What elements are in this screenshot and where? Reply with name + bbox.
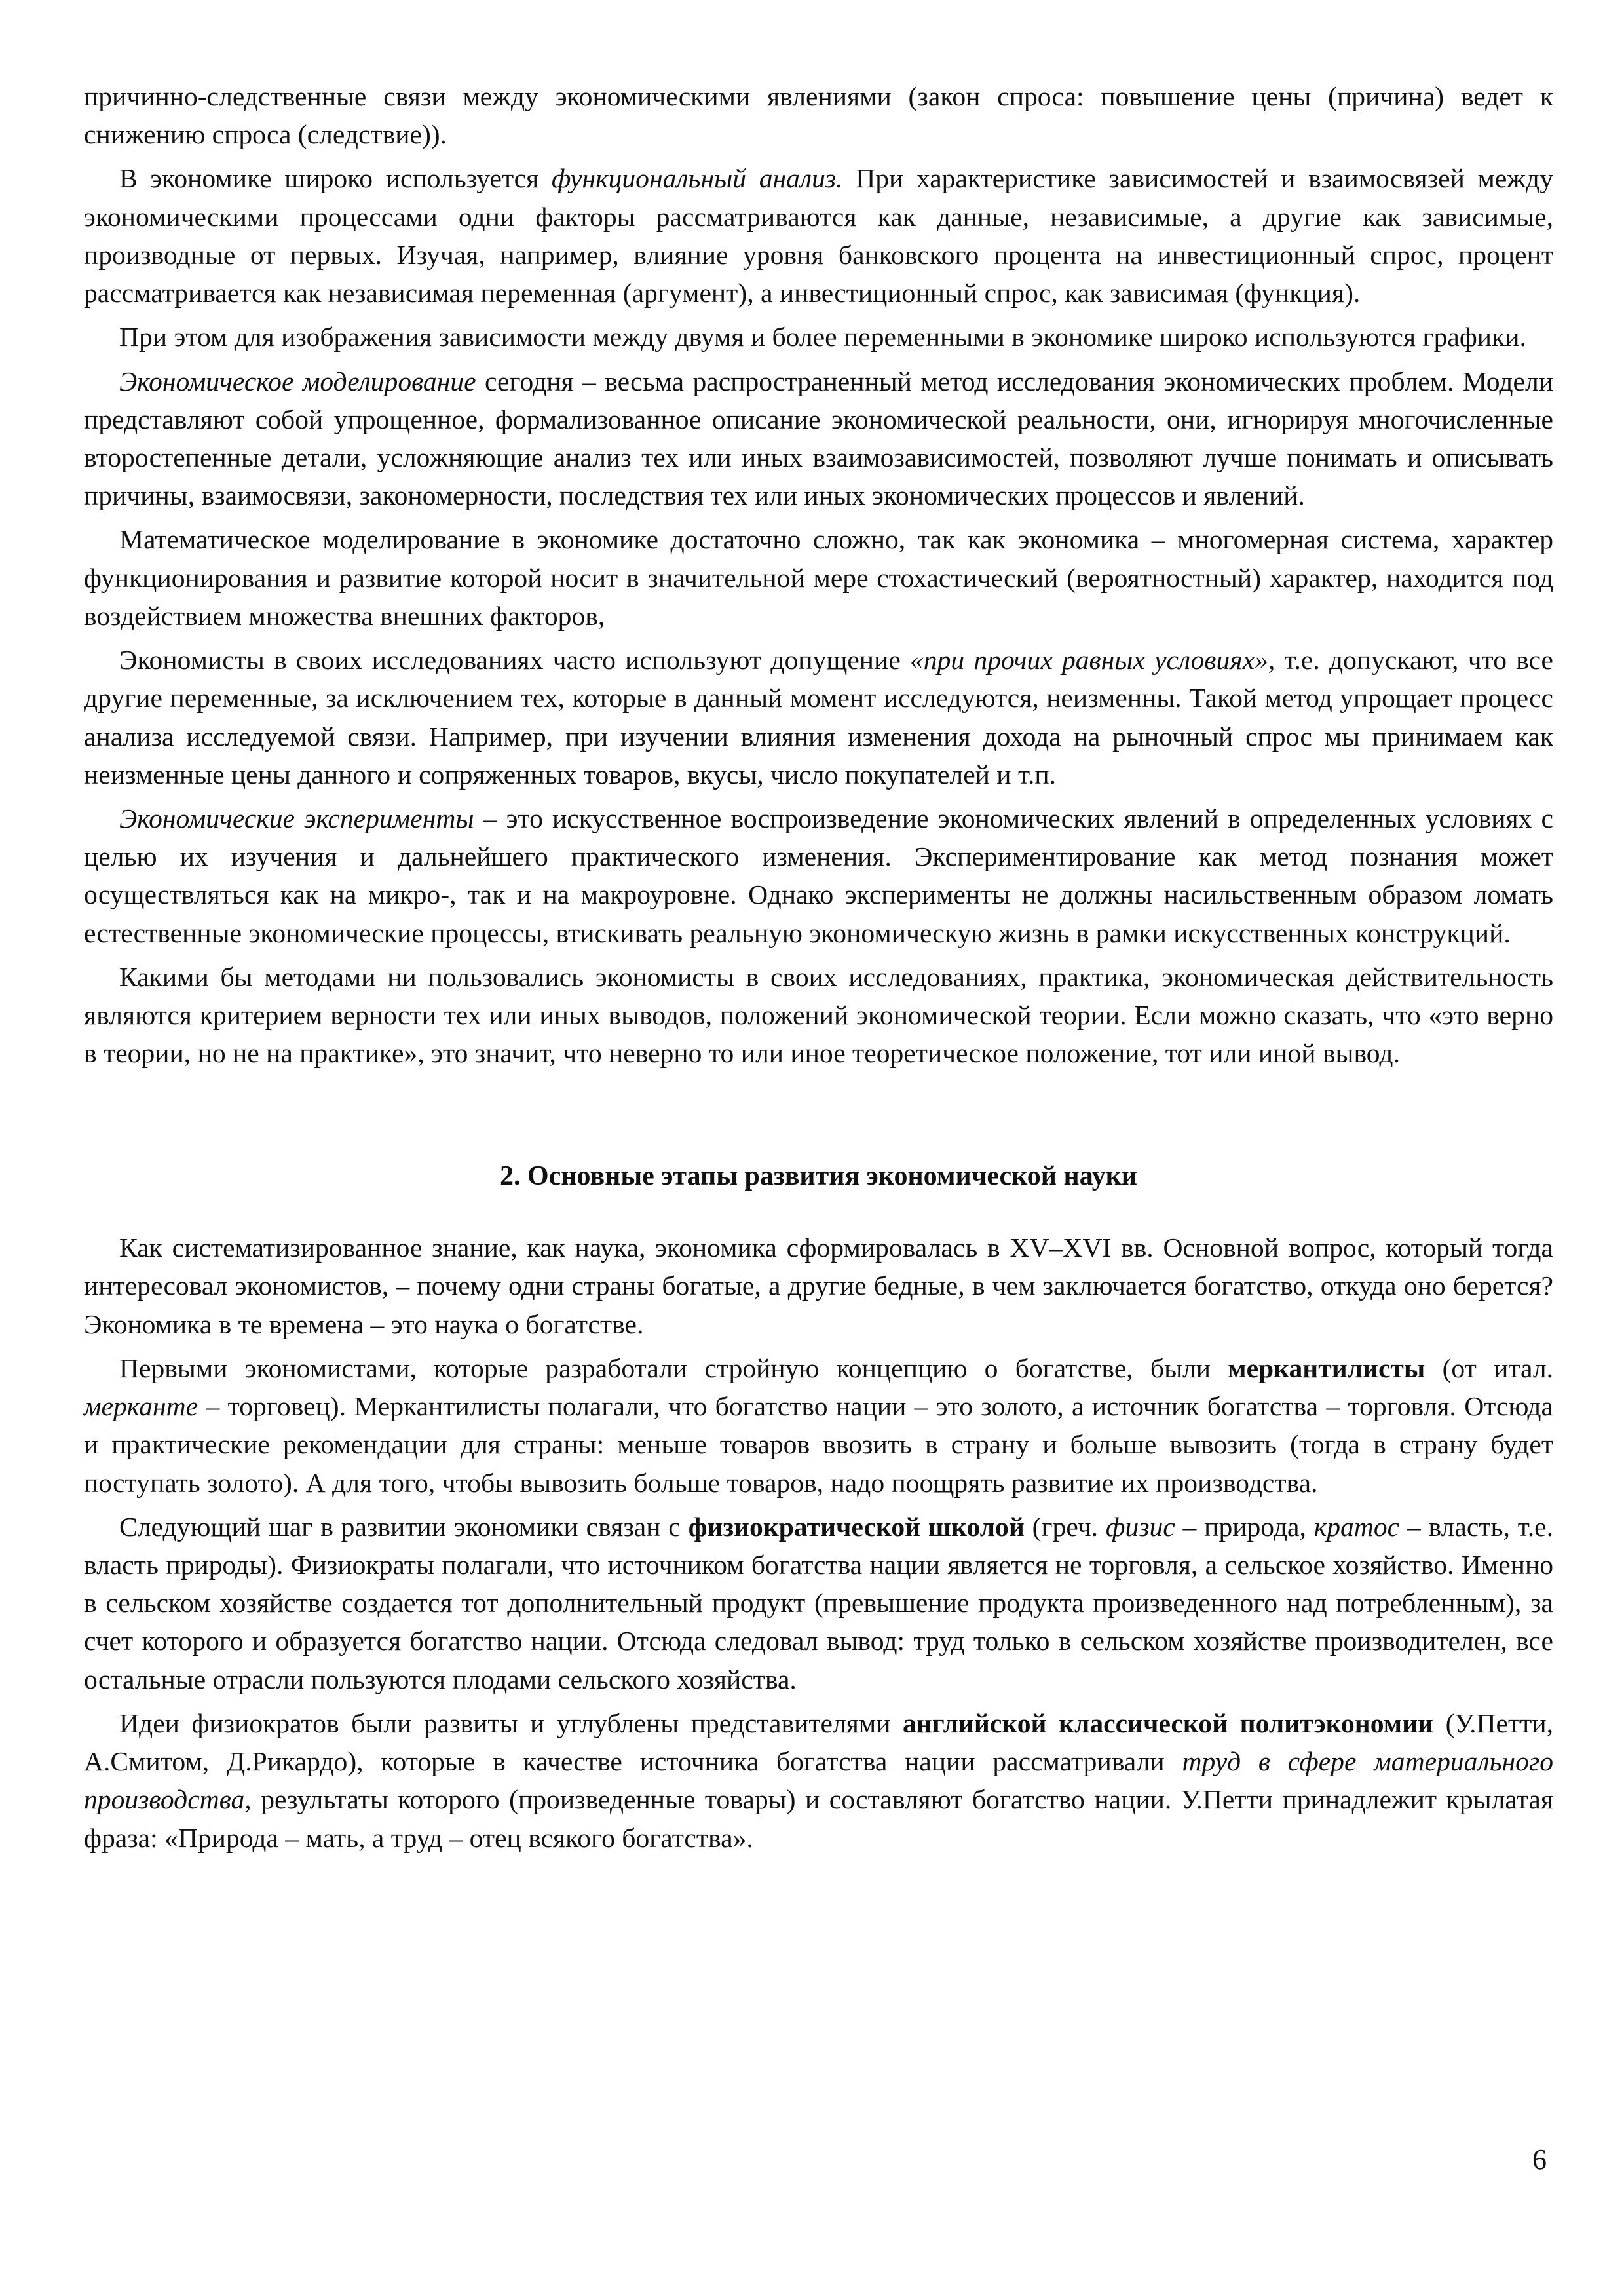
- text-run: Экономисты в своих исследованиях часто используют допущение: [119, 645, 910, 676]
- italic-text: функциональный анализ.: [551, 163, 843, 194]
- italic-text: «при прочих равных условиях»,: [909, 645, 1275, 676]
- text-run: Какими бы методами ни пользовались экономисты в своих исследованиях, практика, экономическая действительность являются критерием верности тех или иных выводов, положений экономической теории. Если можно сказать, что «это верно в теории, но не на практике», это значит, что неверно то или иное теоретическое положение, тот или иной вывод.: [84, 961, 1553, 1069]
- paragraph-p11: [84, 1508, 1553, 1698]
- paragraph-p7: [84, 799, 1553, 952]
- text-run: – власть, т.е. власть природы). Физиократы полагали, что источником богатства нации является не торговля, а сельское хозяйство. Именно в сельском хозяйстве создается тот дополнительный продукт (превышение продукта произведенного над потребленным), за счет которого и образуется богатство нации. Отсюда следовал вывод: труд только в сельском хозяйстве производителен, все остальные отрасли пользуются плодами сельского хозяйства.: [84, 1511, 1554, 1694]
- bold-text: меркантилисты: [1228, 1352, 1426, 1383]
- paragraphs-bottom: [84, 1229, 1553, 1857]
- paragraph-p10: [84, 1349, 1553, 1502]
- text-run: сегодня – весьма распространенный метод исследования экономических проблем. Модели представляют собой упрощенное, формализованное описание экономической реальности, они, игнорируя многочисленные второстепенные детали, усложняющие анализ тех или иных взаимозависимостей, позволяют лучше понимать и описывать причины, взаимосвязи, закономерности, последствия тех или иных экономических процессов и явлений.: [84, 366, 1554, 511]
- paragraph-p6: [84, 641, 1553, 794]
- italic-text: кратос: [1313, 1511, 1400, 1542]
- text-run: (от итал.: [1425, 1352, 1553, 1383]
- italic-text: труд в сфере материального производства,: [84, 1746, 1553, 1815]
- paragraph-p5: [84, 520, 1553, 635]
- italic-text: мерканте: [84, 1391, 198, 1422]
- document-page: [84, 77, 1553, 1863]
- text-run: Математическое моделирование в экономике достаточно сложно, так как экономика – многомерная система, характер функционирования и развитие которой носит в значительной мере стохастический (вероятностный) характер, находится под воздействием множества внешних факторов,: [84, 524, 1553, 631]
- section-heading: 2. Основные этапы развития экономической науки: [500, 1161, 1137, 1192]
- italic-text: физис: [1105, 1511, 1175, 1542]
- text-run: При характеристике зависимостей и взаимосвязей между экономическими процессами одни факторы рассматриваются как данные, независимые, а другие как зависимые, производные от первых. Изучая, например, влияние уровня банковского процента на инвестиционный спрос, процент рассматривается как независимая переменная (аргумент), а инвестиционный спрос, как зависимая (функция).: [84, 163, 1553, 309]
- text-run: (У.Петти, А.Смитом, Д.Рикардо), которые в качестве источника богатства нации рассматривали: [84, 1708, 1554, 1777]
- page-number: 6: [1532, 2143, 1547, 2175]
- paragraph-p1: [84, 77, 1553, 153]
- text-run: – это искусственное воспроизведение экономических явлений в определенных условиях с целью их изучения и дальнейшего практического изменения. Экспериментирование как метод познания может осуществляться как на микро-, так и на макроуровне. Однако эксперименты не должны насильственным образом ломать естественные экономические процессы, втискивать реальную экономическую жизнь в рамки искусственных конструкций.: [84, 803, 1553, 948]
- text-run: результаты которого (произведенные товары) и составляют богатство нации. У.Петти принадлежит крылатая фраза: «Природа – мать, а труд – отец всякого богатства».: [84, 1784, 1553, 1853]
- text-run: (греч.: [1024, 1511, 1106, 1542]
- paragraph-p8: [84, 958, 1553, 1073]
- bold-text: английской классической политэкономии: [903, 1708, 1434, 1738]
- text-run: – торговец). Меркантилисты полагали, что богатство нации – это золото, а источник богатства – торговля. Отсюда и практические рекомендации для страны: меньше товаров ввозить в страну и больше вывозить (тогда в страну будет поступать золото). А для того, чтобы вывозить больше товаров, надо поощрять развитие их производства.: [84, 1391, 1553, 1498]
- text-run: причинно-следственные связи между экономическими явлениями (закон спроса: повышение цены (причина) ведет к снижению спроса (следствие)).: [84, 81, 1553, 150]
- text-run: т.е. допускают, что все другие переменные, за исключением тех, которые в данный момент исследуются, неизменны. Такой метод упрощает процесс анализа исследуемой связи. Например, при изучении влияния изменения дохода на рыночный спрос мы принимаем как неизменные цены данного и сопряженных товаров, вкусы, число покупателей и т.п.: [84, 645, 1554, 790]
- text-run: – природа,: [1175, 1511, 1314, 1542]
- paragraph-p12: [84, 1704, 1553, 1857]
- paragraph-p2: [84, 159, 1553, 312]
- text-run: При этом для изображения зависимости между двумя и более переменными в экономике широко используются графики.: [119, 322, 1526, 353]
- text-run: Следующий шаг в развитии экономики связан с: [119, 1511, 689, 1542]
- italic-text: Экономические эксперименты: [119, 803, 474, 833]
- bold-text: физиократической школой: [688, 1511, 1025, 1542]
- paragraph-p3: [84, 318, 1553, 356]
- paragraph-p4: [84, 362, 1553, 515]
- paragraphs-top: [84, 77, 1553, 1072]
- text-run: В экономике широко используется: [119, 163, 552, 194]
- text-run: Идеи физиократов были развиты и углублены представителями: [119, 1708, 903, 1738]
- italic-text: Экономическое моделирование: [119, 366, 476, 396]
- paragraph-p9: [84, 1229, 1553, 1343]
- text-run: Первыми экономистами, которые разработали стройную концепцию о богатстве, были: [119, 1352, 1228, 1383]
- text-run: Как систематизированное знание, как наука, экономика сформировалась в XV–XVI вв. Основной вопрос, который тогда интересовал экономистов, – почему одни страны богатые, а другие бедные, в чем заключается богатство, откуда оно берется? Экономика в те времена – это наука о богатстве.: [84, 1233, 1553, 1339]
